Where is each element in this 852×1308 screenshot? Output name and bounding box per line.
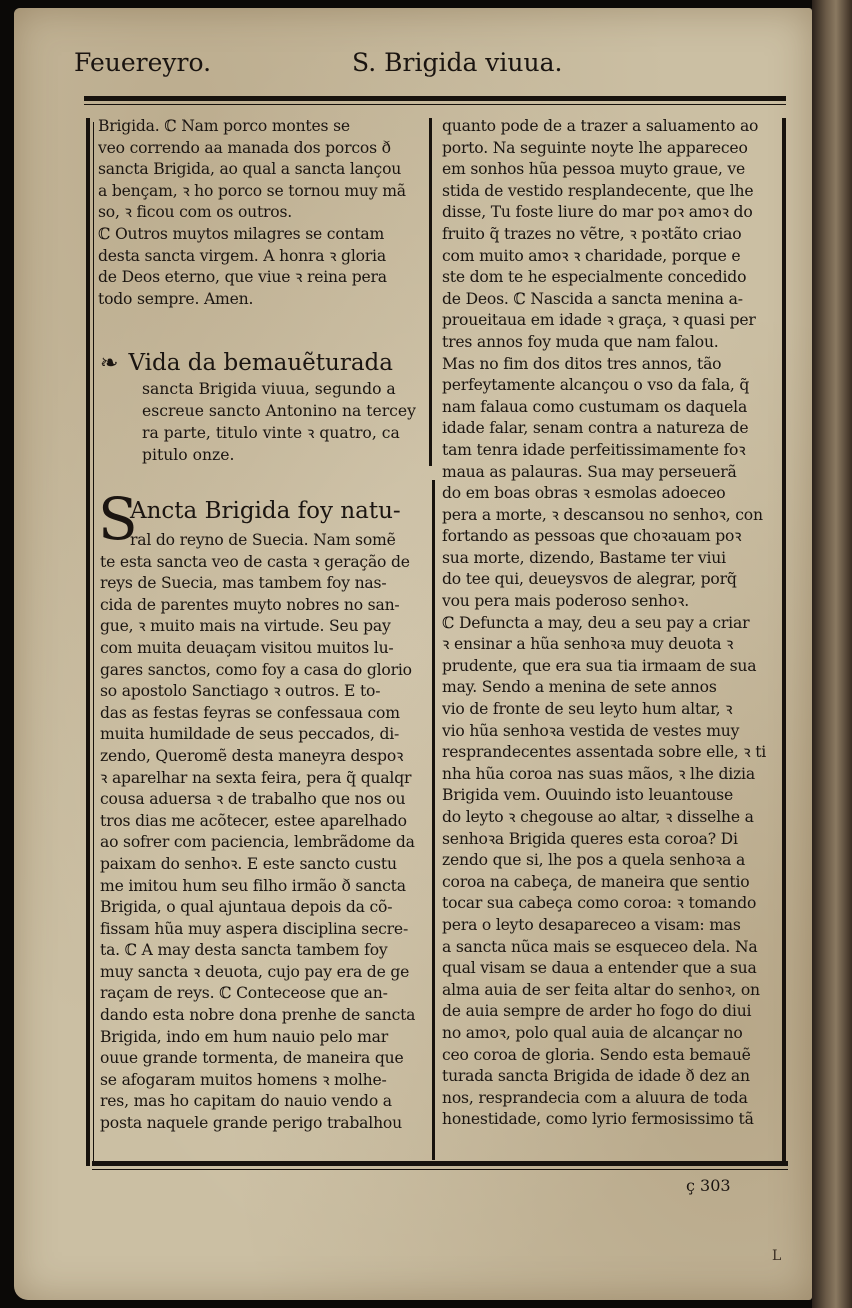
chapter-heading (100, 348, 426, 466)
text-line: cousa aduersa ꝛ de trabalho que nos ou (100, 790, 406, 809)
text-line: Brigida, o qual ajuntaua depois da cõ- (100, 898, 393, 917)
text-line: fissam hũa muy aspera disciplina secre- (100, 919, 409, 938)
drop-cap: S (98, 485, 138, 553)
text-line: raçam de reys. ℂ Conteceose que an- (100, 984, 388, 1003)
text-line: com muita deuaçam visitou muitos lu- (100, 638, 394, 657)
text-line: qual visam se daua a entender que a sua (442, 959, 757, 978)
text-line: tocar sua cabeça como coroa: ꝛ tomando (442, 894, 757, 913)
text-line: a bençam, ꝛ ho porco se tornou muy mã (98, 181, 406, 200)
text-line: Brigida. ℂ Nam porco montes se (98, 117, 350, 135)
text-line: sua morte, dizendo, Bastame ter viui (442, 548, 726, 567)
text-line: de Deos. ℂ Nascida a sancta menina a- (442, 289, 743, 308)
text-line: dando esta nobre dona prenhe de sancta (100, 1006, 416, 1025)
text-line: no amoꝛ, polo qual auia de alcançar no (442, 1023, 743, 1042)
text-line: em sonhos hũa pessoa muyto graue, ve (442, 160, 745, 179)
text-line: de Deos eterno, que viue ꝛ reina pera (98, 268, 387, 287)
text-line: senhoꝛa Brigida queres esta coroa? Di (442, 829, 738, 848)
opening-line: Ancta Brigida foy natu- (130, 498, 401, 524)
heading-title-line (100, 348, 426, 378)
left-column-main-text (98, 485, 426, 1135)
text-line: ral do reyno de Suecia. Nam somẽ (130, 531, 396, 549)
heading-line: sancta Brigida viuua, segundo a (142, 380, 396, 398)
text-line: perfeytamente alcançou o vso da fala, q̃ (442, 376, 750, 395)
text-line: tres annos foy muda que nam falou. (442, 332, 719, 351)
hedera-leaf-icon: ❧ (100, 351, 119, 376)
text-line: nos, resprandecia com a aluura de toda (442, 1088, 748, 1107)
text-line: coroa na cabeça, de maneira que sentio (442, 872, 750, 891)
running-head-month: Feuereyro. (74, 48, 212, 77)
text-line: pera o leyto desapareceo a visam: mas (442, 915, 741, 934)
text-line: todo sempre. Amen. (98, 289, 254, 308)
text-line: Mas no fim dos ditos tres annos, tão (442, 354, 722, 373)
text-line: do em boas obras ꝛ esmolas adoeceo (442, 484, 726, 503)
text-line: prudente, que era sua tia irmaam de sua (442, 656, 757, 675)
text-line: sancta Brigida, ao qual a sancta lançou (98, 160, 402, 179)
text-line: pera a morte, ꝛ descansou no senhoꝛ, con (442, 505, 763, 524)
text-line: zendo, Queromẽ desta maneyra despoꝛ (100, 746, 404, 765)
running-head-saint: S. Brigida viuua. (352, 48, 563, 77)
text-line: muita humildade de seus peccados, di- (100, 725, 400, 744)
text-line: desta sancta virgem. A honra ꝛ gloria (98, 246, 386, 265)
text-line: nha hũa coroa nas suas mãos, ꝛ lhe dizia (442, 764, 755, 783)
heading-line: escreue sancto Antonino na tercey (142, 402, 416, 420)
text-line: so, ꝛ ficou com os outros. (98, 203, 293, 222)
text-line: maua as palauras. Sua may perseuerã (442, 462, 737, 481)
text-line: vio hũa senhoꝛa vestida de vestes muy (442, 721, 740, 740)
text-line: alma auia de ser feita altar do senhoꝛ, on (442, 980, 760, 999)
text-line: ℂ Outros muytos milagres se contam (98, 224, 385, 243)
text-line: res, mas ho capitam do nauio vendo a (100, 1092, 392, 1111)
text-line: honestidade, como lyrio fermosissimo tã (442, 1110, 754, 1129)
text-line: me imitou hum seu filho irmão ð sancta (100, 876, 406, 895)
text-line: gares sanctos, como foy a casa do glorio (100, 660, 412, 679)
text-line: ta. ℂ A may desta sancta tambem foy (100, 941, 388, 960)
text-line: reys de Suecia, mas tambem foy nas- (100, 574, 387, 593)
text-line: se afogaram muitos homens ꝛ molhe- (100, 1070, 387, 1089)
text-line: ꝛ ensinar a hũa senhoꝛa muy deuota ꝛ (442, 635, 734, 654)
text-line: Brigida, indo em hum nauio pelo mar (100, 1027, 389, 1046)
text-line: quanto pode de a trazer a saluamento ao (442, 117, 759, 135)
heading-line: pitulo onze. (142, 446, 235, 464)
column-divider-upper (429, 118, 432, 466)
text-line: vou pera mais poderoso senhoꝛ. (442, 592, 689, 611)
left-border-rule-thin (93, 122, 94, 1162)
text-line: cida de parentes muyto nobres no san- (100, 595, 400, 614)
signature-mark: ç 303 (686, 1176, 731, 1195)
text-line: ao sofrer com paciencia, lembrãdome da (100, 833, 415, 852)
right-border-rule (782, 118, 786, 1162)
bottom-rule (92, 1161, 788, 1166)
heading-line: ra parte, titulo vinte ꝛ quatro, ca (142, 424, 400, 442)
text-line: vio de fronte de seu leyto hum altar, ꝛ (442, 700, 733, 719)
text-line: fortando as pessoas que choꝛauam poꝛ (442, 527, 742, 546)
text-line: Brigida vem. Ouuindo isto leuantouse (442, 786, 734, 805)
text-line: tam tenra idade perfeitissimamente foꝛ (442, 440, 746, 459)
top-rule-thin (84, 104, 786, 105)
text-line: das as festas feyras se confessaua com (100, 703, 400, 722)
left-border-rule (86, 118, 90, 1166)
margin-note: L (772, 1248, 782, 1264)
text-line: ceo coroa de gloria. Sendo esta bemauẽ (442, 1045, 751, 1064)
text-line: posta naquele grande perigo trabalhou (100, 1114, 402, 1133)
text-line: veo correndo aa manada dos porcos ð (98, 138, 391, 157)
text-line: resprandecentes assentada sobre elle, ꝛ ti (442, 743, 767, 762)
text-line: disse, Tu foste liure do mar poꝛ amoꝛ do (442, 203, 753, 222)
text-line: ꝛ aparelhar na sexta feira, pera q̃ qualqr (100, 768, 412, 787)
text-line: idade falar, senam contra a natureza de (442, 419, 749, 438)
text-line: paixam do senhoꝛ. E este sancto custu (100, 854, 397, 873)
text-line: proueitaua em idade ꝛ graça, ꝛ quasi per (442, 311, 756, 330)
text-line: porto. Na seguinte noyte lhe appareceo (442, 138, 748, 157)
text-line: may. Sendo a menina de sete annos (442, 678, 717, 697)
text-line: zendo que si, lhe pos a quela senhoꝛa a (442, 851, 746, 870)
text-line: fruito q̃ trazes no vẽtre, ꝛ poꝛtãto criao (442, 224, 742, 243)
book-spine (812, 0, 852, 1308)
top-rule (84, 96, 786, 101)
text-line: a sancta nũca mais se esqueceo dela. Na (442, 937, 758, 956)
text-line: do leyto ꝛ chegouse ao altar, ꝛ disselhe a (442, 808, 754, 826)
text-line: de auia sempre de arder ho fogo do diui (442, 1002, 752, 1021)
text-line: nam falaua como custumam os daquela (442, 397, 748, 416)
text-line: ouue grande tormenta, de maneira que (100, 1049, 404, 1068)
text-line: te esta sancta veo de casta ꝛ geração de (100, 552, 410, 571)
text-line: ste dom te he especialmente concedido (442, 268, 747, 287)
left-column-top-text (98, 116, 424, 310)
text-line: com muito amoꝛ ꝛ charidade, porque e (442, 246, 741, 265)
text-line: so apostolo Sanctiago ꝛ outros. E to- (100, 682, 381, 701)
text-line: stida de vestido resplandecente, que lhe (442, 181, 754, 200)
text-line: turada sancta Brigida de idade ð dez an (442, 1067, 750, 1086)
text-line: muy sancta ꝛ deuota, cujo pay era de ge (100, 962, 410, 981)
heading-title: Vida da bemauẽturada (128, 350, 393, 376)
text-line: do tee qui, deueysvos de alegrar, porq̃ (442, 570, 737, 589)
right-column-text (442, 116, 774, 1131)
column-divider-lower (432, 480, 435, 1160)
text-line: tros dias me acõtecer, estee aparelhado (100, 811, 407, 830)
text-line: gue, ꝛ muito mais na virtude. Seu pay (100, 617, 391, 636)
bottom-rule-thin (92, 1169, 788, 1170)
text-line: ℂ Defuncta a may, deu a seu pay a criar (442, 613, 750, 632)
